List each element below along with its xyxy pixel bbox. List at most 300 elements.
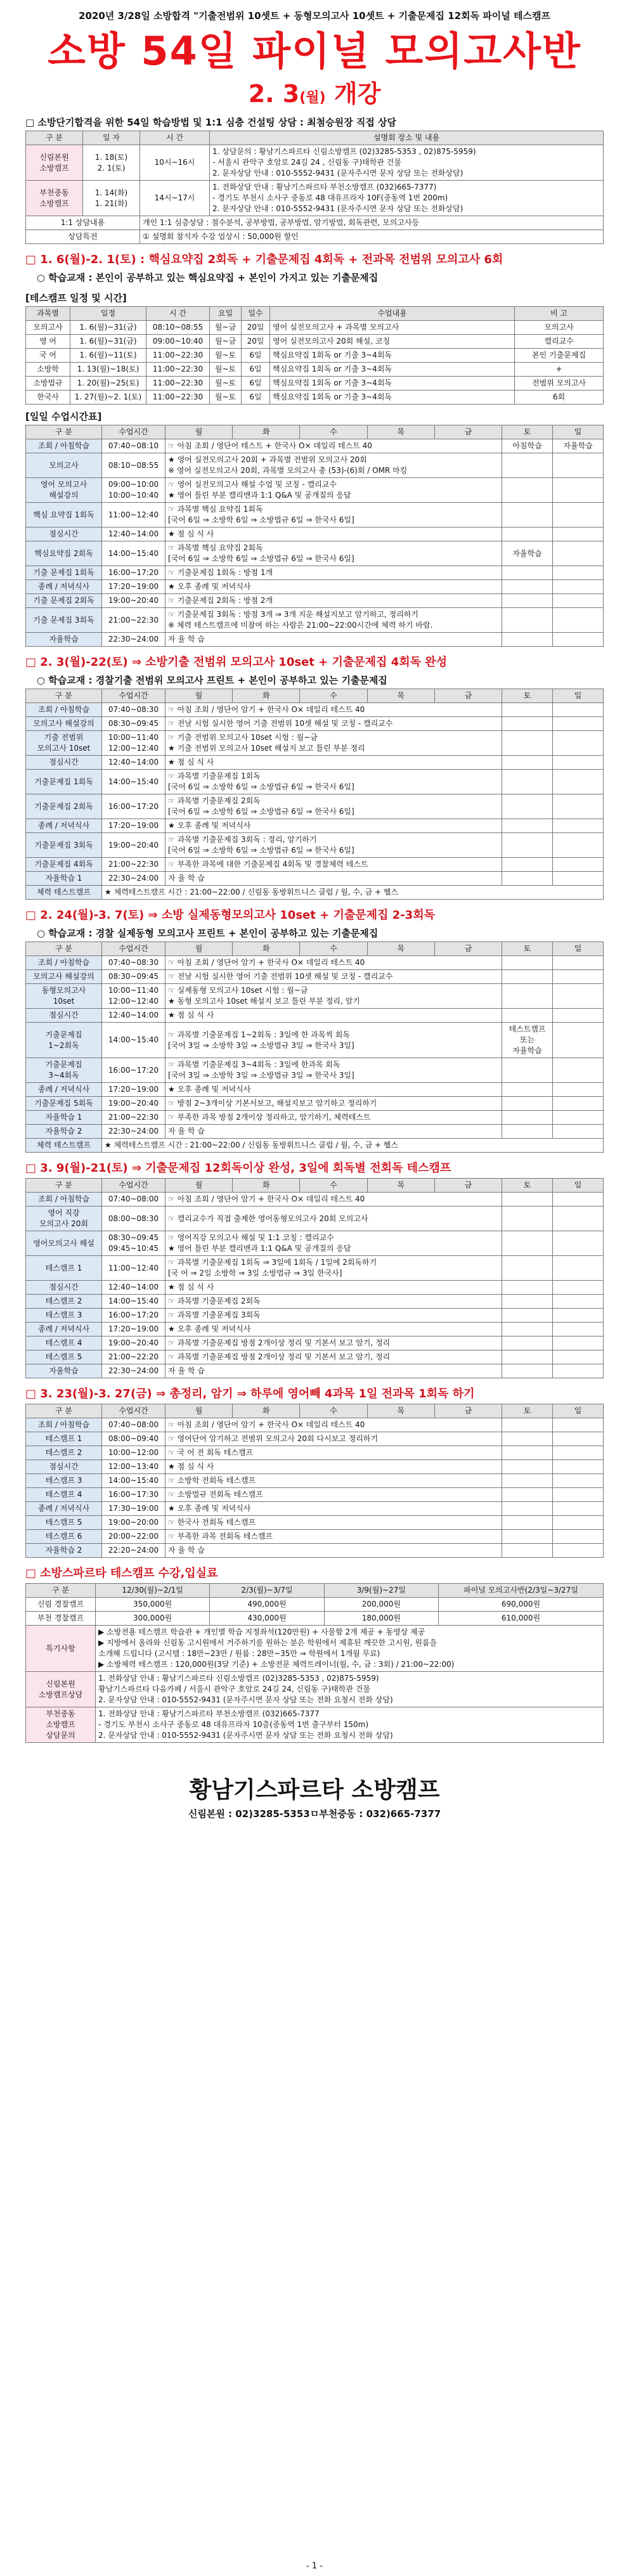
schedule-content: ★ 오후 종례 및 저녁식사 [165,819,502,833]
fees-cell: 690,000원 [439,1598,604,1612]
schedule-content: ☞ 소방법규 전회독 테스캠프 [165,1488,502,1502]
schedule-sat [502,833,553,858]
schedule-label: 기출문제집 4회독 [26,858,102,872]
plan-cell: 20일 [242,321,270,335]
header-cell: 수업시간 [102,1404,165,1418]
header-cell: 금 [434,689,502,703]
sec3-title: □ 2. 24(월)-3. 7(토) ⇒ 소방 실제동형모의고사 10set + 기출문제집 2-3회독 [25,909,435,922]
schedule-time: 11:00~12:40 [102,503,165,527]
schedule-content: ☞ 과목별 기출문제집 1~2회독 : 3일에 한 과목씩 회독 [국어 3일 ⇒ 소방학 3일 ⇒ 소방법규 3일 ⇒ 한국사 3일] [165,1023,502,1058]
plan-cell: 20일 [242,335,270,349]
schedule-sat [502,1009,553,1023]
schedule-content: ☞ 과목별 기출문제집 2회독 [165,1295,502,1309]
schedule-time: 07:40~08:00 [102,1418,165,1432]
schedule-row [26,566,604,580]
schedule-sat [502,1474,553,1488]
schedule-label: 기출 전범위 모의고사 10set [26,731,102,756]
schedule-content: ☞ 영어단어 암기하고 전범위 모의고사 20회 다시보고 정리하기 [165,1432,502,1446]
schedule-time: 22:20~24:00 [102,1544,165,1558]
plan-cell: 1. 6(월)~31(금) [70,321,146,335]
header-cell: 구 분 [26,942,102,956]
open-date [0,77,629,110]
schedule-label: 기출문제집 3회독 [26,833,102,858]
header-cell: 목 [367,942,434,956]
schedule-row [26,1058,604,1083]
plan-header-row [26,307,604,321]
schedule-time: 08:10~08:55 [102,453,165,478]
plan-cell: 6일 [242,363,270,377]
schedule-sat [502,984,553,1009]
schedule-row [26,1337,604,1350]
header-cell: 수 [300,1404,367,1418]
schedule-content: ☞ 기출문제집 1회독 : 방점 1개 [165,566,502,580]
schedule-time: 20:00~22:00 [102,1530,165,1544]
schedule-sun [553,1231,604,1256]
schedule-time: 22:30~24:00 [102,633,165,647]
header-cell: 수업시간 [102,425,165,439]
header-cell: 목 [367,1179,434,1193]
schedule-sat [502,1097,553,1111]
schedule-time: 14:00~15:40 [102,1474,165,1488]
schedule-sat [502,1544,553,1558]
schedule-row [26,756,604,770]
schedule-sun [553,1207,604,1231]
plan-cell: 핵심요약집 1회독 or 기출 3~4회독 [270,377,515,391]
schedule-time: 19:00~20:40 [102,1097,165,1111]
schedule-label: 핵심 요약집 1회독 [26,503,102,527]
schedule-row [26,770,604,794]
schedule-label: 모의고사 해설강의 [26,717,102,731]
plan-cell: 핵심요약집 1회독 or 기출 3~4회독 [270,349,515,363]
schedule-row [26,608,604,633]
header-cell: 화 [233,1404,300,1418]
schedule-sun [553,819,604,833]
schedule-time: 22:30~24:00 [102,1364,165,1378]
schedule-content: ☞ 과목별 기출문제집 방점 2개이상 정리 및 기본서 보고 암기, 정리 [165,1350,502,1364]
footer-brand: 황남기스파르타 소방캠프 [189,1777,440,1803]
plan-cell: 월~금 [210,335,242,349]
schedule-sun [553,1009,604,1023]
plan-cell: 국 어 [26,349,70,363]
schedule-content: 자 율 학 습 [165,1544,502,1558]
header-cell: 월 [165,942,233,956]
schedule-label: 테스캠프 2 [26,1446,102,1460]
plan-cell: 월~금 [210,321,242,335]
schedule-sat [502,1231,553,1256]
schedule-sat [502,1350,553,1364]
header-cell: 구 분 [26,425,102,439]
schedule-time: 17:20~19:00 [102,819,165,833]
schedule-content: ★ 점 심 식 사 [165,756,502,770]
schedule-content: ☞ 부족한 과목에 대한 기출문제집 4회독 및 경찰체력 테스트 [165,858,502,872]
schedule-sat [502,566,553,580]
header-cell: 수업시간 [102,1179,165,1193]
schedule-content: ☞ 영어 실전모의고사 해설 수업 및 코칭 - 캘리교수 ★ 영어 틀린 부분 캘리맨과 1:1 Q&A 및 공개질의 응답 [165,478,502,503]
schedule-label: 자율학습 [26,633,102,647]
plan-row [26,349,604,363]
sec1-time-title: [일일 수업시간표] [25,411,102,422]
schedule-sun [553,1111,604,1125]
schedule-content: ★ 점 심 식 사 [165,527,502,541]
schedule-content: ★ 오후 종례 및 저녁식사 [165,1083,502,1097]
schedule-time: 16:00~17:20 [102,1309,165,1323]
schedule-sun [553,594,604,608]
schedule-sun [553,566,604,580]
consult-cell-dates: 1. 18(토) 2. 1(토) [83,145,140,181]
schedule-time: 17:20~19:00 [102,580,165,594]
plan-cell: 월~토 [210,363,242,377]
page-number: - 1 - [306,2561,323,2571]
schedule-sat: 테스트캠프 또는 자율학습 [502,1023,553,1058]
consult-cell-place: 부천중동 소방캠프 [26,181,83,216]
schedule-sun [553,1418,604,1432]
header-cell: 화 [233,1179,300,1193]
sec2-header-row [26,689,604,703]
schedule-time: 08:00~09:40 [102,1432,165,1446]
schedule-time: 09:00~10:00 10:00~10:40 [102,478,165,503]
schedule-row [26,527,604,541]
schedule-sun [553,478,604,503]
schedule-sat [502,858,553,872]
schedule-label: 기출 문제집 2회독 [26,594,102,608]
sec1-plan-title: [테스캠프 일정 및 시간] [25,292,127,304]
schedule-row [26,503,604,527]
open-date-day: (월) [299,90,326,106]
schedule-label: 자율학습 2 [26,1544,102,1558]
schedule-content: ☞ 과목별 핵심 요약집 2회독 [국어 6일 ⇒ 소방학 6일 ⇒ 소방법규 6일 ⇒ 한국사 6일] [165,541,502,566]
schedule-content: ☞ 과목별 기출문제집 3~4회독 : 3일에 한과목 회독 [국어 3일 ⇒ 소방학 3일 ⇒ 소방법규 3일 ⇒ 한국사 3일] [165,1058,502,1083]
schedule-time: 21:00~22:30 [102,1111,165,1125]
schedule-row [26,439,604,453]
header-cell: 목 [367,425,434,439]
fees-cell: 610,000원 [439,1612,604,1626]
schedule-row [26,731,604,756]
schedule-label: 점심시간 [26,527,102,541]
schedule-time: 22:30~24:00 [102,1125,165,1139]
plan-row [26,321,604,335]
schedule-content: ☞ 소방학 전회독 테스캠프 [165,1474,502,1488]
fees-row [26,1626,604,1672]
schedule-sat [502,1111,553,1125]
schedule-row [26,594,604,608]
header-cell: 3/9(월)~27일 [324,1584,438,1598]
schedule-sun [553,1446,604,1460]
schedule-sun [553,580,604,594]
sec4-header-row [26,1179,604,1193]
schedule-sat [502,1083,553,1097]
schedule-content: ★ 점 심 식 사 [165,1460,502,1474]
header-cell: 12/30(월)~2/1일 [96,1584,210,1598]
fees-cell: 부천 경찰캠프 [26,1612,96,1626]
schedule-row [26,1460,604,1474]
fees-cell: 350,000원 [96,1598,210,1612]
consult-row [26,181,604,216]
schedule-row [26,956,604,970]
schedule-sat [502,1502,553,1516]
schedule-content: ☞ 국 어 전 회독 테스캠프 [165,1446,502,1460]
schedule-sun [553,1544,604,1558]
schedule-label: 조회 / 아침학습 [26,956,102,970]
plan-cell: 모의고사 [26,321,70,335]
schedule-row [26,1432,604,1446]
fees-row [26,1612,604,1626]
schedule-sun [553,1337,604,1350]
header-cell: 화 [233,689,300,703]
schedule-content: ☞ 전날 시험 실시한 영어 기출 전범위 10셋 해설 및 코칭 - 캘리교수 [165,717,502,731]
schedule-row [26,1502,604,1516]
schedule-sun [553,872,604,886]
plan-cell: 6회 [515,391,604,405]
fees-label: 특기사항 [26,1626,96,1672]
plan-cell: 영 어 [26,335,70,349]
schedule-label: 자율학습 1 [26,872,102,886]
header-cell: 수 [300,942,367,956]
schedule-label: 종례 / 저녁식사 [26,1502,102,1516]
header-cell: 수 [300,689,367,703]
schedule-content: ☞ 과목별 기출문제집 방점 2개이상 정리 및 기본서 보고 암기, 정리 [165,1337,502,1350]
schedule-content: 자 율 학 습 [165,872,502,886]
schedule-row [26,1516,604,1530]
schedule-row [26,1097,604,1111]
header-cell: 토 [502,425,553,439]
schedule-sat [502,1516,553,1530]
schedule-sun [553,503,604,527]
schedule-row [26,580,604,594]
consult-row [26,145,604,181]
sec5-header-row [26,1404,604,1418]
schedule-time: 16:00~17:20 [102,566,165,580]
schedule-row [26,886,604,900]
header-cell: 금 [434,942,502,956]
schedule-row [26,1256,604,1281]
schedule-sun [553,956,604,970]
header-cell: 일 [553,1404,604,1418]
schedule-sun [553,633,604,647]
schedule-sat [502,1364,553,1378]
open-date-suffix: 개강 [334,80,381,108]
schedule-time: 12:40~14:00 [102,756,165,770]
plan-cell: 소방법규 [26,377,70,391]
fees-cell: 신림 경찰캠프 [26,1598,96,1612]
schedule-content: ☞ 기출문제집 2회독 : 방점 2개 [165,594,502,608]
plan-cell: 영어 실전모의고사 20회 해설, 코칭 [270,335,515,349]
consult-value: ① 설명회 참석자 수강 업상시 : 50,000원 할인 [140,230,604,244]
header-cell: 설명회 장소 및 내용 [210,131,604,145]
schedule-time: 11:00~12:40 [102,1256,165,1281]
schedule-row [26,1418,604,1432]
schedule-row [26,541,604,566]
header-cell: 수업시간 [102,942,165,956]
header-cell: 2/3(월)~3/7일 [210,1584,324,1598]
consult-label: 상담특전 [26,230,140,244]
schedule-sun [553,1350,604,1364]
schedule-sun [553,1432,604,1446]
schedule-content: ☞ 기출문제집 3회독 : 방점 3개 ⇒ 3개 지운 해설지보고 암기하고, 정리하기 ※ 체력 테스트캠프에 미참여 하는 사람은 21:00~22:00시간에 체력 하기 바람. [165,608,502,633]
header-cell: 구 분 [26,1404,102,1418]
schedule-time: 16:00~17:20 [102,1058,165,1083]
schedule-sun [553,608,604,633]
header-cell: 화 [233,942,300,956]
schedule-label: 기출문제집 3~4회독 [26,1058,102,1083]
schedule-row [26,984,604,1009]
plan-table [25,306,604,405]
schedule-sun [553,1023,604,1058]
schedule-sun [553,756,604,770]
plan-cell: 11:00~22:30 [146,391,210,405]
schedule-content: 자 율 학 습 [165,1125,502,1139]
footer-contact: 신림본원 : 02)3285-5353ㅁ부천중동 : 032)665-7377 [188,1808,441,1820]
schedule-label: 테스캠프 3 [26,1309,102,1323]
schedule-row [26,1231,604,1256]
header-cell: 과목별 [26,307,70,321]
schedule-label: 종례 / 저녁식사 [26,1083,102,1097]
schedule-label: 동형모의고사 10set [26,984,102,1009]
header-cell: 수업내용 [270,307,515,321]
schedule-label: 테스캠프 1 [26,1432,102,1446]
plan-cell: 핵심요약집 1회독 or 기출 3~4회독 [270,391,515,405]
open-date-value: 2. 3 [248,80,300,108]
fees-cell: 180,000원 [324,1612,438,1626]
schedule-sat [502,1295,553,1309]
schedule-content: ☞ 아침 조회 / 영단어 암기 + 한국사 O× 데일리 테스트 40 [165,703,502,717]
plan-cell: 08:10~08:55 [146,321,210,335]
schedule-label: 기출 문제집 1회독 [26,566,102,580]
schedule-note: ★ 체력테스트캠프 시간 : 21:00~22:00 / 신림동 동방휘트니스 클럽 / 월, 수, 금 + 헬스 [102,1139,604,1153]
fees-cell: 490,000원 [210,1598,324,1612]
consult-row [26,216,604,230]
plan-cell: 11:00~22:30 [146,377,210,391]
schedule-time: 21:00~22:20 [102,1350,165,1364]
schedule-row [26,794,604,819]
schedule-sat [502,1281,553,1295]
schedule-content: ☞ 실제동형 모의고사 10set 시험 : 월~금 ★ 동형 모의고사 10set 해설지 보고 틀린 부분 정리, 암기 [165,984,502,1009]
plan-cell: 1. 27(월)~2. 1(토) [70,391,146,405]
schedule-sun [553,1364,604,1378]
schedule-row [26,478,604,503]
schedule-label: 조회 / 아침학습 [26,1193,102,1207]
schedule-label: 자율학습 [26,1364,102,1378]
schedule-row [26,1023,604,1058]
schedule-sun [553,1083,604,1097]
schedule-content: ☞ 기출 전범위 모의고사 10set 시험 : 월~금 ★ 기출 전범위 모의고사 10set 해설지 보고 틀린 부분 정리 [165,731,502,756]
schedule-sat [502,731,553,756]
schedule-sun [553,1460,604,1474]
schedule-content: ★ 점 심 식 사 [165,1281,502,1295]
plan-row [26,391,604,405]
schedule-row [26,1009,604,1023]
schedule-row [26,1083,604,1097]
consult-cell-time: 10시~16시 [140,145,210,181]
fees-label: 신림본원 소방캠프상담 [26,1672,96,1707]
schedule-sun [553,453,604,478]
schedule-row [26,1474,604,1488]
schedule-sun [553,731,604,756]
schedule-label: 점심시간 [26,1281,102,1295]
schedule-sat [502,1256,553,1281]
plan-cell: 1. 6(월)~11(토) [70,349,146,363]
schedule-content: ☞ 캘리교수가 직접 출제한 영어동형모의고사 20회 모의고사 [165,1207,502,1231]
fees-label: 부천중동 소방캠프 상담문의 [26,1707,96,1743]
schedule-content: ☞ 아침 조회 / 영단어 암기 + 한국사 O× 데일리 테스트 40 [165,956,502,970]
schedule-time: 21:00~22:30 [102,858,165,872]
fees-cell: 200,000원 [324,1598,438,1612]
plan-cell: 월~토 [210,349,242,363]
sec2-time-table [25,689,604,900]
header-cell: 시 간 [146,307,210,321]
schedule-row [26,1446,604,1460]
plan-row [26,363,604,377]
schedule-time: 14:00~15:40 [102,1023,165,1058]
schedule-sat: 아침학습 [502,439,553,453]
schedule-sat [502,1432,553,1446]
header-cell: 금 [434,1179,502,1193]
plan-cell: 전범위 모의고사 [515,377,604,391]
schedule-time: 21:00~22:30 [102,608,165,633]
header-cell: 토 [502,942,553,956]
schedule-row [26,633,604,647]
schedule-label: 모의고사 해설강의 [26,970,102,984]
sec4-title: □ 3. 9(월)-21(토) ⇒ 기출문제집 12회독이상 완성, 3일에 회독별 전회독 테스캠프 [25,1162,451,1175]
fees-row [26,1707,604,1743]
schedule-sat [502,794,553,819]
schedule-row [26,1139,604,1153]
plan-row [26,335,604,349]
schedule-row [26,1544,604,1558]
schedule-label: 기출문제집 2회독 [26,794,102,819]
schedule-sun [553,1502,604,1516]
header-cell: 구 분 [26,689,102,703]
schedule-label: 영어모의고사 해설 [26,1231,102,1256]
schedule-sat: 자율학습 [502,541,553,566]
plan-cell: 본인 기출문제집 [515,349,604,363]
plan-cell: 캘리교수 [515,335,604,349]
schedule-sun [553,541,604,566]
schedule-sat [502,819,553,833]
schedule-label: 테스캠프 4 [26,1488,102,1502]
schedule-label: 체력 테스트캠프 [26,886,102,900]
schedule-sun [553,527,604,541]
schedule-sun [553,1125,604,1139]
schedule-label: 조회 / 아침학습 [26,1418,102,1432]
sec3-time-table [25,942,604,1153]
consult-value: 개인 1:1 심층상담 : 점수분석, 공부방법, 공부방법, 암기방법, 회독관련, 모의고사등 [140,216,604,230]
schedule-sat [502,527,553,541]
plan-cell: 영어 실전모의고사 + 과목별 모의고사 [270,321,515,335]
header-cell: 수 [300,1179,367,1193]
schedule-time: 22:30~24:00 [102,872,165,886]
schedule-label: 영어 직강 모의고사 20회 [26,1207,102,1231]
fees-desc: ▶ 소방전용 테스캠프 학습관 + 개인별 학습 지정좌석(120만원) + 사물함 2개 제공 + 동영상 제공 ▶ 지방에서 올라와 신림동 고시원에서 거주하기를 원하는 분은 학원에서 제휴된 깨끗한 고시원, 원룸을 소개해 드립니다 (고시텔 : 18만~23만 / 원룸 : 28만~35만 ⇒ 학원에서 1개월 무료) ▶ 소방체력 테스캠프 : 120,000원(3달 기준) + 소방전문 체력트레이너(월, 수, 금 : 3회) / 21:00~22:00) [96,1626,604,1672]
fees-header-row [26,1584,604,1598]
plan-cell: 1. 6(월)~31(금) [70,335,146,349]
schedule-row [26,1364,604,1378]
schedule-sat [502,756,553,770]
schedule-row [26,1323,604,1337]
plan-cell: 한국사 [26,391,70,405]
plan-cell: 1. 20(월)~25(토) [70,377,146,391]
schedule-sat [502,970,553,984]
schedule-sat [502,1488,553,1502]
schedule-content: ☞ 한국사 전회독 테스캠프 [165,1516,502,1530]
sec5-title: □ 3. 23(월)-3. 27(금) ⇒ 총정리, 암기 ⇒ 하루에 영어빼 4과목 1일 전과목 1회독 하기 [25,1387,475,1401]
schedule-row [26,833,604,858]
schedule-sat [502,594,553,608]
schedule-sat [502,633,553,647]
schedule-content: ☞ 과목별 기출문제집 1회독 [국어 6일 ⇒ 소방학 6일 ⇒ 소방법규 6일 ⇒ 한국사 6일] [165,770,502,794]
schedule-content: ☞ 아침 조회 / 영단어 암기 + 한국사 O× 데일리 테스트 40 [165,1418,502,1432]
header-cell: 목 [367,1404,434,1418]
schedule-time: 19:00~20:40 [102,833,165,858]
